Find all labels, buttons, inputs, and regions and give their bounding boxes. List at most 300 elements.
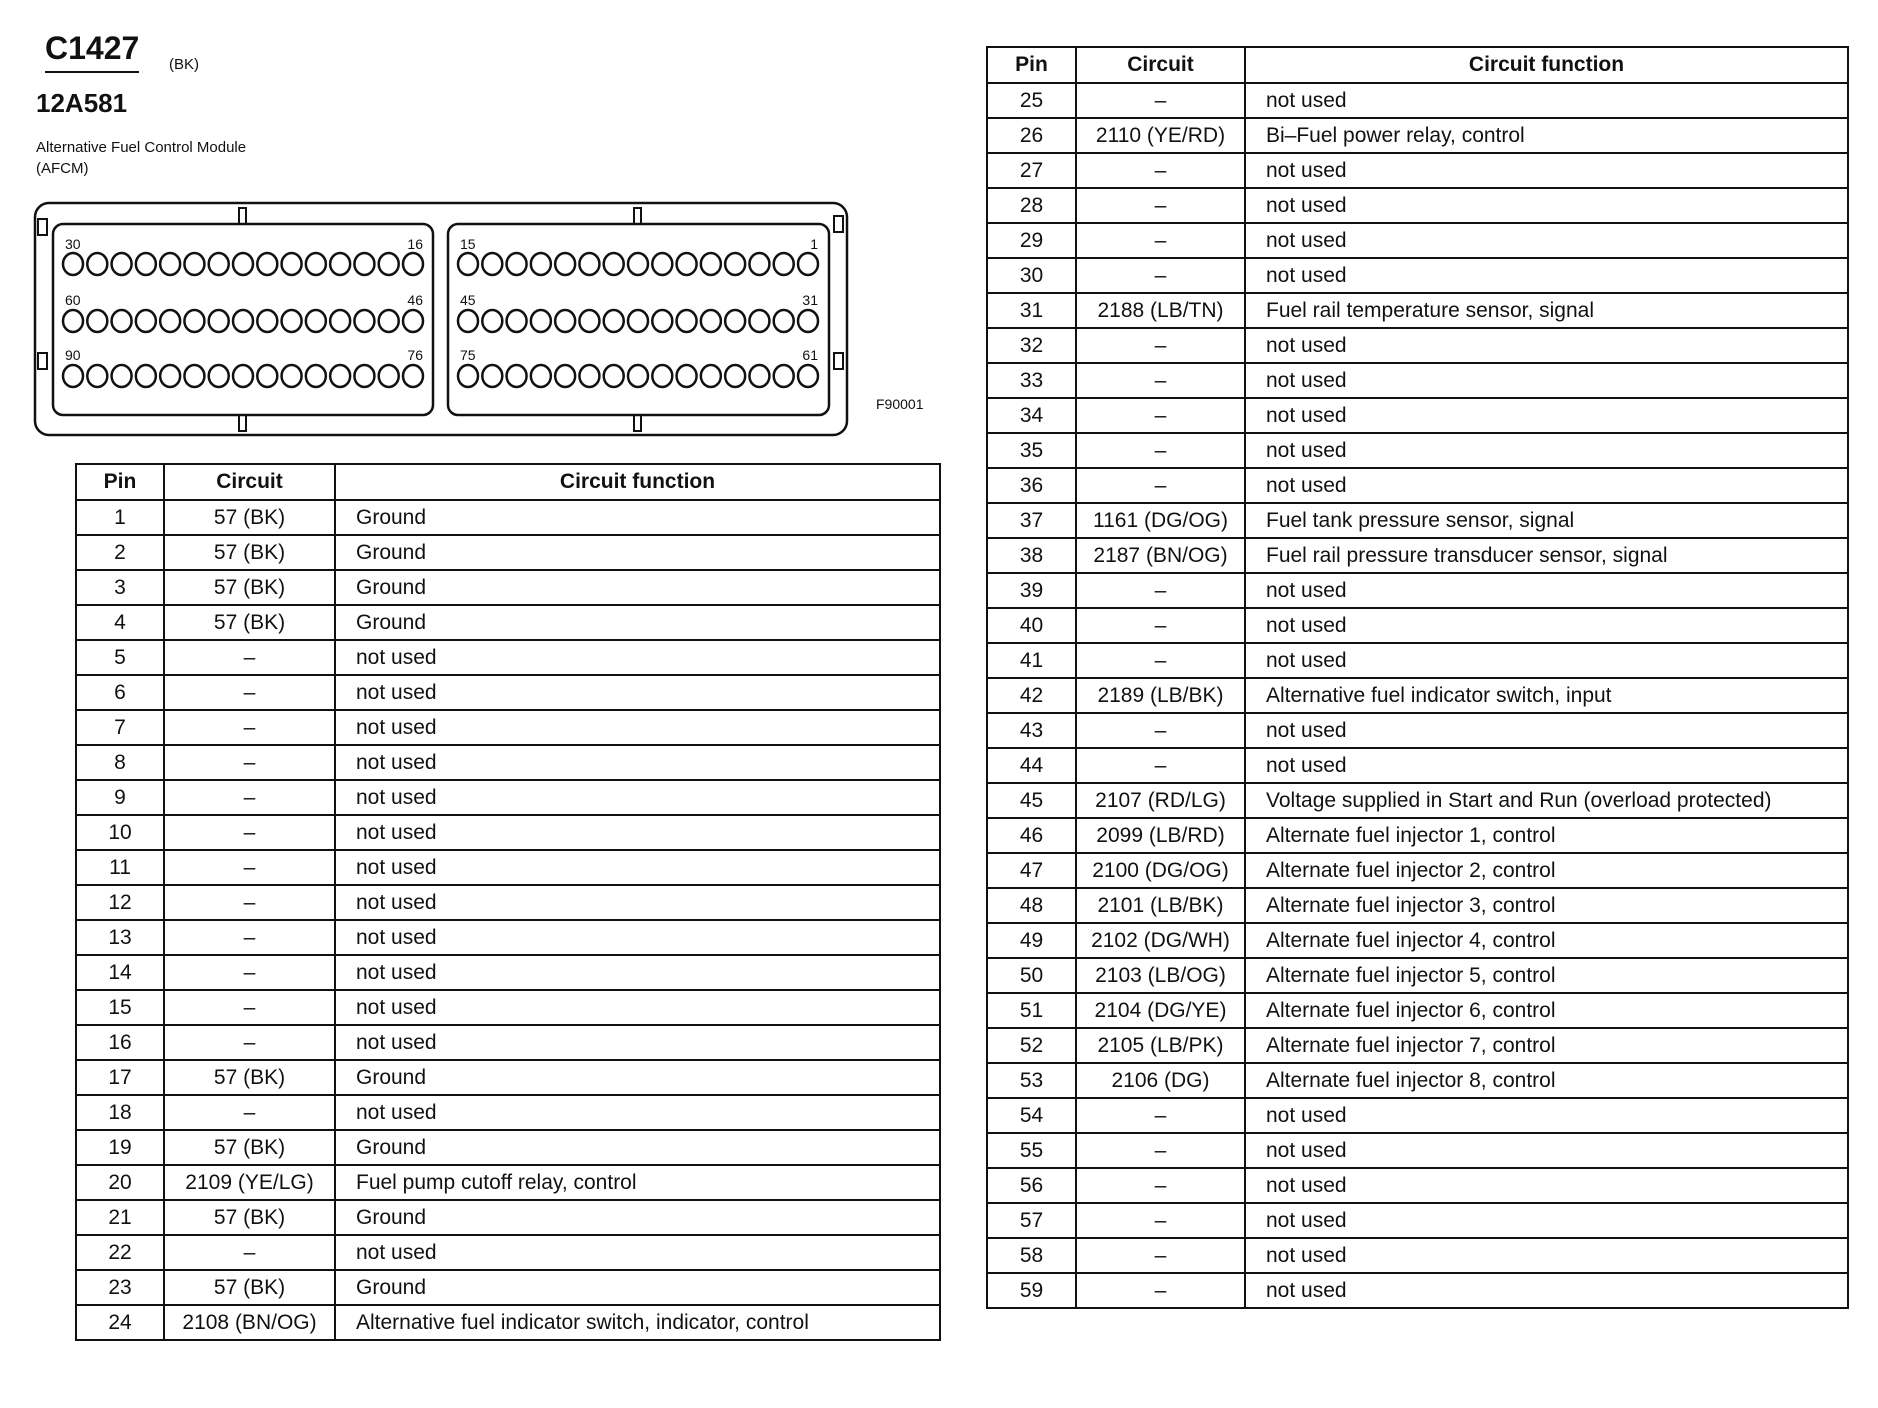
table-row bbox=[987, 258, 1848, 293]
cavity-number-label: 75 bbox=[460, 347, 476, 363]
pin-cavity bbox=[257, 253, 277, 275]
table-row bbox=[76, 885, 940, 920]
pin-cavity bbox=[184, 253, 204, 275]
cell-pin: 59 bbox=[987, 1273, 1076, 1308]
pin-cavity bbox=[701, 310, 721, 332]
table-row bbox=[76, 1235, 940, 1270]
part-number: 12A581 bbox=[36, 88, 128, 118]
cell-pin: 5 bbox=[76, 640, 164, 675]
cell-function: not used bbox=[335, 780, 940, 815]
pin-cavity bbox=[233, 253, 253, 275]
cavity-number-label: 45 bbox=[460, 292, 476, 308]
cell-pin: 52 bbox=[987, 1028, 1076, 1063]
table-row bbox=[76, 675, 940, 710]
cell-pin: 27 bbox=[987, 153, 1076, 188]
pin-cavity bbox=[354, 253, 374, 275]
pin-cavity bbox=[379, 365, 399, 387]
pin-cavity bbox=[87, 253, 107, 275]
table-row bbox=[987, 1273, 1848, 1308]
cell-pin: 35 bbox=[987, 433, 1076, 468]
cell-circuit: 2101 (LB/BK) bbox=[1076, 888, 1245, 923]
table-row bbox=[76, 780, 940, 815]
pin-cavity bbox=[798, 310, 818, 332]
cavity-number-label: 61 bbox=[802, 347, 818, 363]
cell-function: Alternate fuel injector 4, control bbox=[1245, 923, 1848, 958]
cell-function: Ground bbox=[335, 605, 940, 640]
pin-cavity bbox=[531, 310, 551, 332]
cell-pin: 20 bbox=[76, 1165, 164, 1200]
cell-function: not used bbox=[1245, 188, 1848, 223]
cell-pin: 14 bbox=[76, 955, 164, 990]
cell-function: Ground bbox=[335, 1060, 940, 1095]
table-row bbox=[987, 118, 1848, 153]
cell-pin: 32 bbox=[987, 328, 1076, 363]
pin-cavity bbox=[482, 310, 502, 332]
cell-circuit: 2108 (BN/OG) bbox=[164, 1305, 335, 1340]
cell-function: Fuel rail pressure transducer sensor, signal bbox=[1245, 538, 1848, 573]
cell-circuit: – bbox=[1076, 433, 1245, 468]
cell-pin: 6 bbox=[76, 675, 164, 710]
cell-circuit: – bbox=[164, 675, 335, 710]
cell-function: not used bbox=[1245, 468, 1848, 503]
cell-function: Bi–Fuel power relay, control bbox=[1245, 118, 1848, 153]
table-row bbox=[987, 643, 1848, 678]
cell-pin: 57 bbox=[987, 1203, 1076, 1238]
cell-circuit: – bbox=[164, 1095, 335, 1130]
cell-pin: 44 bbox=[987, 748, 1076, 783]
cell-pin: 25 bbox=[987, 83, 1076, 118]
table-row bbox=[987, 433, 1848, 468]
cell-pin: 26 bbox=[987, 118, 1076, 153]
cell-function: Ground bbox=[335, 535, 940, 570]
pin-cavity bbox=[112, 365, 132, 387]
cell-circuit: 57 (BK) bbox=[164, 605, 335, 640]
cell-function: not used bbox=[335, 675, 940, 710]
pin-cavity bbox=[482, 365, 502, 387]
cell-pin: 31 bbox=[987, 293, 1076, 328]
table-row bbox=[987, 748, 1848, 783]
pin-cavity bbox=[458, 365, 478, 387]
table-row bbox=[76, 1270, 940, 1305]
cell-function: not used bbox=[1245, 1273, 1848, 1308]
figure-id: F90001 bbox=[876, 396, 924, 412]
cell-pin: 56 bbox=[987, 1168, 1076, 1203]
cell-pin: 46 bbox=[987, 818, 1076, 853]
pin-cavity bbox=[160, 365, 180, 387]
pin-cavity bbox=[330, 310, 350, 332]
cell-function: not used bbox=[1245, 1098, 1848, 1133]
header-pin: Pin bbox=[987, 47, 1076, 83]
connector-face-diagram bbox=[0, 0, 900, 450]
table-row bbox=[76, 1200, 940, 1235]
pin-cavity bbox=[330, 365, 350, 387]
pin-cavity bbox=[379, 310, 399, 332]
cell-circuit: – bbox=[1076, 608, 1245, 643]
cell-pin: 22 bbox=[76, 1235, 164, 1270]
pin-cavity bbox=[555, 310, 575, 332]
cell-pin: 33 bbox=[987, 363, 1076, 398]
cell-circuit: – bbox=[1076, 573, 1245, 608]
cell-pin: 10 bbox=[76, 815, 164, 850]
pin-cavity bbox=[160, 253, 180, 275]
cell-pin: 8 bbox=[76, 745, 164, 780]
cell-function: not used bbox=[335, 815, 940, 850]
cell-pin: 1 bbox=[76, 500, 164, 535]
cell-pin: 11 bbox=[76, 850, 164, 885]
cavity-number-label: 90 bbox=[65, 347, 81, 363]
cell-pin: 19 bbox=[76, 1130, 164, 1165]
table-row bbox=[987, 713, 1848, 748]
header-function: Circuit function bbox=[1245, 47, 1848, 83]
cell-circuit: 2104 (DG/YE) bbox=[1076, 993, 1245, 1028]
cell-pin: 15 bbox=[76, 990, 164, 1025]
pin-cavity bbox=[306, 365, 326, 387]
table-row bbox=[987, 1063, 1848, 1098]
pin-cavity bbox=[725, 253, 745, 275]
cell-pin: 18 bbox=[76, 1095, 164, 1130]
pin-cavity bbox=[774, 365, 794, 387]
cell-circuit: – bbox=[1076, 1133, 1245, 1168]
cell-function: Alternative fuel indicator switch, indicator, control bbox=[335, 1305, 940, 1340]
header-circuit: Circuit bbox=[1076, 47, 1245, 83]
cell-circuit: – bbox=[164, 990, 335, 1025]
cell-circuit: – bbox=[1076, 153, 1245, 188]
cell-circuit: – bbox=[1076, 1203, 1245, 1238]
table-row bbox=[987, 1238, 1848, 1273]
pin-cavity bbox=[628, 253, 648, 275]
table-row bbox=[76, 570, 940, 605]
cell-pin: 47 bbox=[987, 853, 1076, 888]
cell-circuit: – bbox=[1076, 83, 1245, 118]
cell-circuit: – bbox=[1076, 223, 1245, 258]
table-row bbox=[987, 993, 1848, 1028]
table-row bbox=[987, 363, 1848, 398]
cell-pin: 37 bbox=[987, 503, 1076, 538]
pin-cavity bbox=[458, 310, 478, 332]
cell-function: not used bbox=[335, 640, 940, 675]
table-row bbox=[987, 853, 1848, 888]
cell-function: not used bbox=[1245, 608, 1848, 643]
cell-function: not used bbox=[1245, 1168, 1848, 1203]
cell-circuit: – bbox=[164, 850, 335, 885]
pin-cavity bbox=[306, 253, 326, 275]
cell-pin: 55 bbox=[987, 1133, 1076, 1168]
cell-pin: 41 bbox=[987, 643, 1076, 678]
cell-circuit: 2106 (DG) bbox=[1076, 1063, 1245, 1098]
pin-cavity bbox=[677, 310, 697, 332]
pin-cavity bbox=[282, 253, 302, 275]
pin-cavity bbox=[482, 253, 502, 275]
cell-function: not used bbox=[335, 920, 940, 955]
pin-cavity bbox=[677, 365, 697, 387]
table-row bbox=[987, 608, 1848, 643]
pin-cavity bbox=[604, 253, 624, 275]
header-pin: Pin bbox=[76, 464, 164, 500]
pin-cavity bbox=[136, 310, 156, 332]
pin-cavity bbox=[379, 253, 399, 275]
cell-function: Ground bbox=[335, 1130, 940, 1165]
cell-function: Alternate fuel injector 8, control bbox=[1245, 1063, 1848, 1098]
table-row bbox=[76, 815, 940, 850]
pin-cavity bbox=[136, 365, 156, 387]
cell-function: Voltage supplied in Start and Run (overload protected) bbox=[1245, 783, 1848, 818]
pin-cavity bbox=[63, 310, 83, 332]
pin-cavity bbox=[282, 310, 302, 332]
cavity-number-label: 46 bbox=[407, 292, 423, 308]
cavity-number-label: 15 bbox=[460, 236, 476, 252]
cell-circuit: – bbox=[164, 815, 335, 850]
table-row bbox=[76, 605, 940, 640]
cell-pin: 9 bbox=[76, 780, 164, 815]
cell-pin: 28 bbox=[987, 188, 1076, 223]
pin-cavity bbox=[507, 253, 527, 275]
cell-circuit: – bbox=[1076, 1273, 1245, 1308]
pin-cavity bbox=[604, 365, 624, 387]
table-row bbox=[987, 573, 1848, 608]
table-row bbox=[987, 153, 1848, 188]
pin-cavity bbox=[403, 310, 423, 332]
cell-circuit: 2107 (RD/LG) bbox=[1076, 783, 1245, 818]
cell-circuit: – bbox=[164, 640, 335, 675]
cell-function: not used bbox=[1245, 328, 1848, 363]
cavity-number-label: 60 bbox=[65, 292, 81, 308]
cell-function: not used bbox=[335, 850, 940, 885]
cell-pin: 24 bbox=[76, 1305, 164, 1340]
pin-cavity bbox=[354, 310, 374, 332]
cell-function: not used bbox=[1245, 83, 1848, 118]
cell-circuit: – bbox=[1076, 363, 1245, 398]
table-row bbox=[987, 1028, 1848, 1063]
cell-function: not used bbox=[335, 1025, 940, 1060]
cell-function: not used bbox=[1245, 748, 1848, 783]
pin-cavity bbox=[604, 310, 624, 332]
pin-cavity bbox=[403, 365, 423, 387]
cell-circuit: 57 (BK) bbox=[164, 535, 335, 570]
cell-circuit: 2105 (LB/PK) bbox=[1076, 1028, 1245, 1063]
table-row bbox=[987, 293, 1848, 328]
table-row bbox=[987, 538, 1848, 573]
cell-function: Alternative fuel indicator switch, input bbox=[1245, 678, 1848, 713]
cell-pin: 53 bbox=[987, 1063, 1076, 1098]
cell-pin: 58 bbox=[987, 1238, 1076, 1273]
cell-pin: 16 bbox=[76, 1025, 164, 1060]
cell-circuit: 57 (BK) bbox=[164, 1130, 335, 1165]
pin-cavity bbox=[209, 253, 229, 275]
table-row bbox=[76, 1165, 940, 1200]
cell-circuit: – bbox=[1076, 258, 1245, 293]
latch-tabs bbox=[38, 208, 843, 431]
pinout-table-25-59 bbox=[986, 46, 1849, 1309]
table-row bbox=[987, 83, 1848, 118]
cell-function: not used bbox=[335, 885, 940, 920]
pin-cavity bbox=[112, 253, 132, 275]
table-row bbox=[76, 920, 940, 955]
pin-cavity bbox=[209, 365, 229, 387]
cavity-number-label: 31 bbox=[802, 292, 818, 308]
cell-pin: 38 bbox=[987, 538, 1076, 573]
table-row bbox=[987, 1168, 1848, 1203]
pin-cavity bbox=[184, 310, 204, 332]
pin-cavity bbox=[555, 365, 575, 387]
table-row bbox=[76, 1095, 940, 1130]
cell-function: not used bbox=[335, 1095, 940, 1130]
pin-cavity bbox=[579, 365, 599, 387]
pin-cavity bbox=[579, 310, 599, 332]
cell-circuit: 2189 (LB/BK) bbox=[1076, 678, 1245, 713]
pin-cavity bbox=[701, 253, 721, 275]
table-row bbox=[76, 1025, 940, 1060]
cell-circuit: – bbox=[1076, 188, 1245, 223]
cell-function: Fuel tank pressure sensor, signal bbox=[1245, 503, 1848, 538]
pin-cavity bbox=[209, 310, 229, 332]
cell-function: Alternate fuel injector 3, control bbox=[1245, 888, 1848, 923]
cell-circuit: 2188 (LB/TN) bbox=[1076, 293, 1245, 328]
cell-function: not used bbox=[335, 745, 940, 780]
cell-function: not used bbox=[335, 990, 940, 1025]
pin-cavity bbox=[257, 310, 277, 332]
pin-cavity bbox=[531, 365, 551, 387]
table-row bbox=[987, 818, 1848, 853]
pin-cavity bbox=[677, 253, 697, 275]
table-row bbox=[987, 188, 1848, 223]
pin-cavity bbox=[87, 365, 107, 387]
pin-cavity bbox=[628, 365, 648, 387]
pin-cavity bbox=[725, 310, 745, 332]
table-row bbox=[987, 888, 1848, 923]
cell-function: not used bbox=[1245, 153, 1848, 188]
cell-function: not used bbox=[1245, 573, 1848, 608]
cell-function: not used bbox=[1245, 433, 1848, 468]
pin-cavity bbox=[63, 253, 83, 275]
table-row bbox=[987, 503, 1848, 538]
cell-circuit: 2110 (YE/RD) bbox=[1076, 118, 1245, 153]
cell-pin: 3 bbox=[76, 570, 164, 605]
table-row bbox=[987, 223, 1848, 258]
cell-circuit: – bbox=[1076, 1238, 1245, 1273]
pin-cavity bbox=[652, 310, 672, 332]
pin-cavity bbox=[233, 365, 253, 387]
cell-pin: 30 bbox=[987, 258, 1076, 293]
cavity-number-label: 30 bbox=[65, 236, 81, 252]
cell-pin: 39 bbox=[987, 573, 1076, 608]
table-row bbox=[76, 1060, 940, 1095]
table-row bbox=[76, 850, 940, 885]
connector-color: (BK) bbox=[169, 56, 199, 73]
cell-pin: 4 bbox=[76, 605, 164, 640]
cell-circuit: 57 (BK) bbox=[164, 570, 335, 605]
cell-function: Ground bbox=[335, 1270, 940, 1305]
cell-circuit: 2102 (DG/WH) bbox=[1076, 923, 1245, 958]
cell-function: Ground bbox=[335, 500, 940, 535]
cell-pin: 34 bbox=[987, 398, 1076, 433]
table-row bbox=[987, 1133, 1848, 1168]
cell-function: Alternate fuel injector 2, control bbox=[1245, 853, 1848, 888]
table-row bbox=[987, 1098, 1848, 1133]
pin-cavity bbox=[112, 310, 132, 332]
cell-circuit: – bbox=[1076, 1168, 1245, 1203]
pin-cavity bbox=[652, 365, 672, 387]
cell-pin: 17 bbox=[76, 1060, 164, 1095]
pin-cavity bbox=[136, 253, 156, 275]
pin-cavity bbox=[160, 310, 180, 332]
pin-cavity bbox=[749, 365, 769, 387]
cell-function: not used bbox=[335, 710, 940, 745]
table-row bbox=[76, 535, 940, 570]
cell-function: not used bbox=[335, 1235, 940, 1270]
cell-circuit: – bbox=[1076, 748, 1245, 783]
cell-pin: 12 bbox=[76, 885, 164, 920]
cell-circuit: – bbox=[164, 955, 335, 990]
table-row bbox=[76, 955, 940, 990]
cell-function: Alternate fuel injector 5, control bbox=[1245, 958, 1848, 993]
cell-circuit: – bbox=[164, 710, 335, 745]
pin-cavity bbox=[701, 365, 721, 387]
cell-function: not used bbox=[1245, 1203, 1848, 1238]
pin-cavity bbox=[306, 310, 326, 332]
table-row bbox=[76, 640, 940, 675]
pin-cavity bbox=[257, 365, 277, 387]
pin-cavity bbox=[507, 310, 527, 332]
cell-function: not used bbox=[1245, 1133, 1848, 1168]
cell-pin: 43 bbox=[987, 713, 1076, 748]
pin-cavity bbox=[798, 365, 818, 387]
cell-function: Fuel pump cutoff relay, control bbox=[335, 1165, 940, 1200]
cell-circuit: 57 (BK) bbox=[164, 500, 335, 535]
cell-circuit: – bbox=[164, 780, 335, 815]
pin-cavity bbox=[749, 253, 769, 275]
cell-circuit: – bbox=[1076, 643, 1245, 678]
cell-pin: 48 bbox=[987, 888, 1076, 923]
cell-circuit: 57 (BK) bbox=[164, 1060, 335, 1095]
cell-pin: 42 bbox=[987, 678, 1076, 713]
cell-circuit: – bbox=[1076, 1098, 1245, 1133]
cell-circuit: 2109 (YE/LG) bbox=[164, 1165, 335, 1200]
table-row bbox=[987, 783, 1848, 818]
pin-cavity bbox=[579, 253, 599, 275]
cavity-number-label: 1 bbox=[810, 236, 818, 252]
pin-cavity bbox=[354, 365, 374, 387]
cell-pin: 2 bbox=[76, 535, 164, 570]
cell-circuit: – bbox=[1076, 398, 1245, 433]
pin-cavity bbox=[330, 253, 350, 275]
cell-pin: 49 bbox=[987, 923, 1076, 958]
cell-function: not used bbox=[335, 955, 940, 990]
table-row bbox=[987, 923, 1848, 958]
cell-pin: 50 bbox=[987, 958, 1076, 993]
cell-circuit: – bbox=[1076, 468, 1245, 503]
cell-pin: 36 bbox=[987, 468, 1076, 503]
cavity-number-label: 16 bbox=[407, 236, 423, 252]
cell-circuit: 2103 (LB/OG) bbox=[1076, 958, 1245, 993]
cell-circuit: – bbox=[164, 920, 335, 955]
cell-function: Alternate fuel injector 7, control bbox=[1245, 1028, 1848, 1063]
cell-circuit: – bbox=[164, 745, 335, 780]
cell-pin: 40 bbox=[987, 608, 1076, 643]
table-row bbox=[76, 990, 940, 1025]
pin-cavity bbox=[749, 310, 769, 332]
pin-cavity bbox=[184, 365, 204, 387]
table-row bbox=[987, 398, 1848, 433]
table-row bbox=[76, 745, 940, 780]
cell-circuit: – bbox=[1076, 328, 1245, 363]
cell-pin: 23 bbox=[76, 1270, 164, 1305]
pin-cavity bbox=[87, 310, 107, 332]
pin-cavity bbox=[652, 253, 672, 275]
pin-cavity bbox=[774, 253, 794, 275]
cell-circuit: 1161 (DG/OG) bbox=[1076, 503, 1245, 538]
cell-pin: 13 bbox=[76, 920, 164, 955]
pin-cavity bbox=[403, 253, 423, 275]
